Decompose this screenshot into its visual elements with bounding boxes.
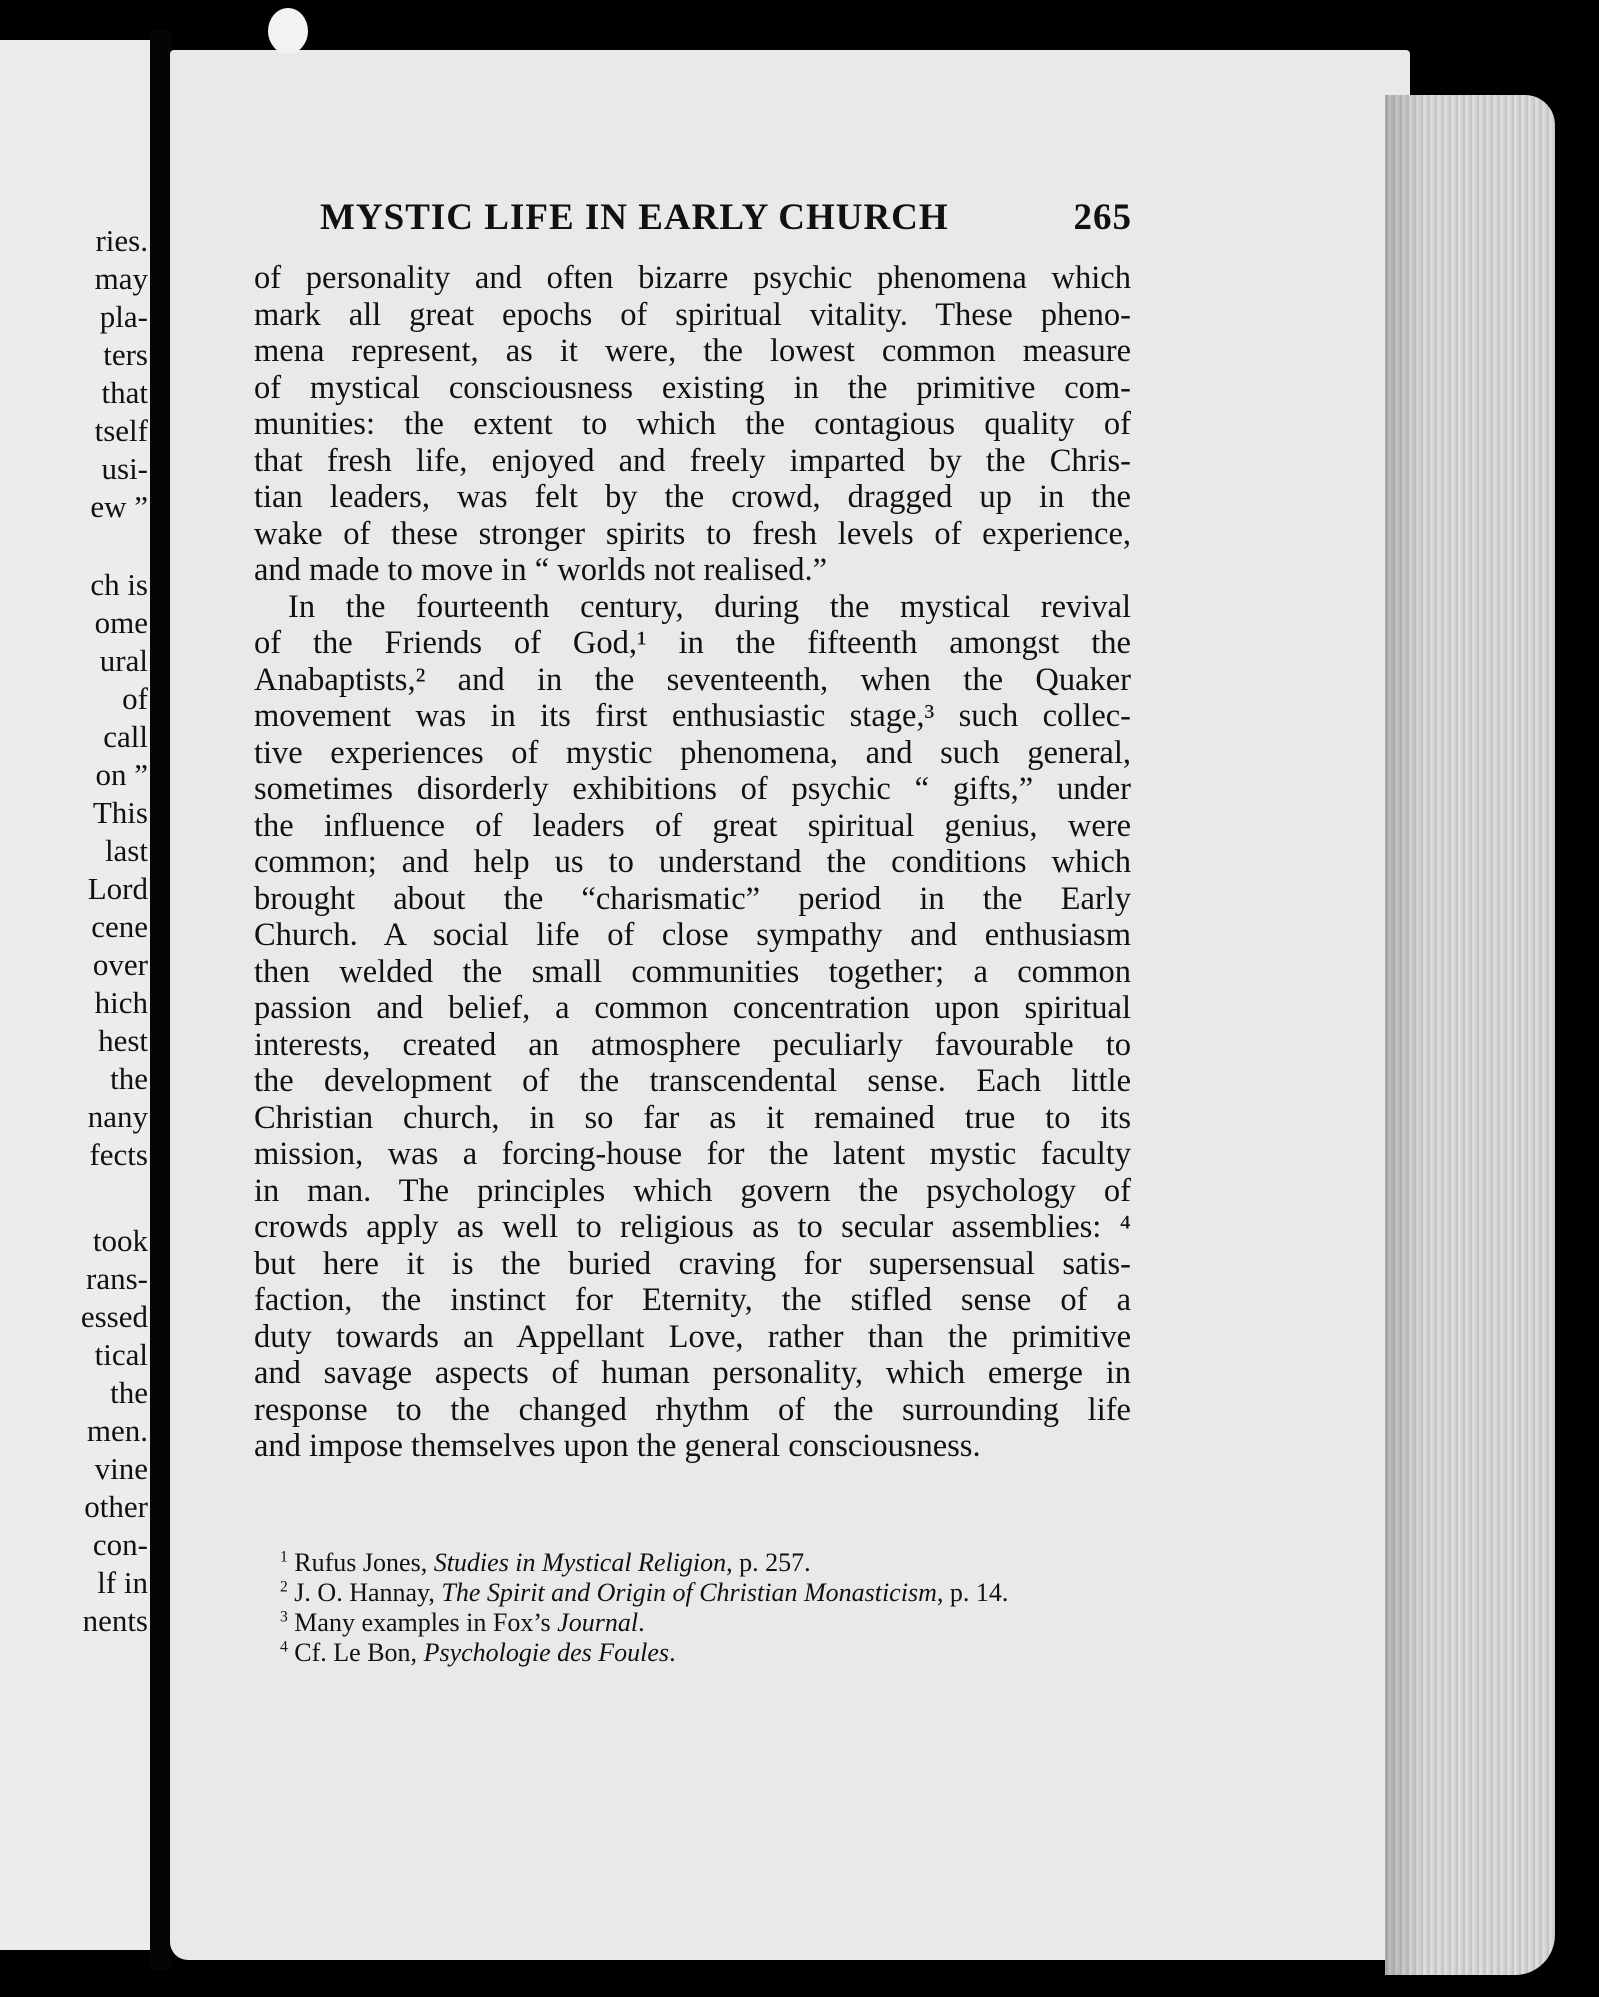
previous-page-line: cene xyxy=(91,909,148,944)
body-line: Anabaptists,² and in the seventeenth, when the Quaker xyxy=(254,661,1131,698)
body-line: the development of the transcendental sense. Each little xyxy=(254,1063,1131,1099)
footnote-author: Rufus Jones, xyxy=(294,1548,434,1577)
running-title: MYSTIC LIFE IN EARLY CHURCH xyxy=(320,197,949,238)
body-line: in man. The principles which govern the psychology of xyxy=(254,1172,1131,1209)
previous-page-line: that xyxy=(101,375,148,410)
previous-page-line: usi- xyxy=(101,451,148,486)
body-line: movement was in its first enthusiastic stage,³ such collec- xyxy=(254,698,1131,734)
footnote xyxy=(280,1578,1115,1608)
footnote-page: , p. 14. xyxy=(936,1578,1009,1607)
body-text xyxy=(254,260,1131,1465)
body-line: sometimes disorderly exhibitions of psychic “ gifts,” under xyxy=(254,771,1131,807)
body-line: brought about the “charismatic” period in the Early xyxy=(254,880,1131,917)
previous-page-line: nany xyxy=(87,1099,148,1134)
body-line: then welded the small communities together; a common xyxy=(254,953,1131,990)
paper-speck xyxy=(268,8,308,54)
footnote-page: , p. 257. xyxy=(726,1548,811,1577)
previous-page-line: the xyxy=(110,1061,148,1096)
body-line: In the fourteenth century, during the mystical revival xyxy=(288,588,1131,625)
footnote-mark: 1 xyxy=(280,1548,288,1566)
previous-page-line: of xyxy=(122,681,148,716)
footnote-page: . xyxy=(638,1608,645,1637)
body-line: tian leaders, was felt by the crowd, dragged up in the xyxy=(254,479,1131,515)
body-line: of personality and often bizarre psychic phenomena which xyxy=(254,260,1131,296)
previous-page-line: tself xyxy=(94,413,148,448)
body-line: mark all great epochs of spiritual vitality. These pheno- xyxy=(254,296,1131,333)
footnote-page: . xyxy=(669,1638,676,1667)
body-line: of the Friends of God,¹ in the fifteenth amongst the xyxy=(254,625,1131,661)
previous-page-line: con- xyxy=(92,1527,148,1562)
body-line: the influence of leaders of great spiritual genius, were xyxy=(254,807,1131,844)
previous-page-line: Lord xyxy=(87,871,148,906)
body-line: tive experiences of mystic phenomena, and such general, xyxy=(254,734,1131,771)
previous-page-line: ew ” xyxy=(90,489,148,524)
body-line: that fresh life, enjoyed and freely imparted by the Chris- xyxy=(254,442,1131,479)
previous-page-line: the xyxy=(110,1375,148,1410)
previous-page-line: nents xyxy=(82,1603,148,1638)
body-line: faction, the instinct for Eternity, the stifled sense of a xyxy=(254,1282,1131,1318)
previous-page-line: men. xyxy=(86,1413,148,1448)
footnote-title: The Spirit and Origin of Christian Monasticism xyxy=(441,1578,937,1607)
previous-page-line: This xyxy=(92,795,148,830)
previous-page-line: took xyxy=(92,1223,148,1258)
body-line: of mystical consciousness existing in the primitive com- xyxy=(254,369,1131,406)
running-header xyxy=(320,196,1132,239)
body-line: Church. A social life of close sympathy and enthusiasm xyxy=(254,917,1131,953)
body-line: and made to move in “ worlds not realised.” xyxy=(254,552,828,588)
previous-page-line: fects xyxy=(89,1137,148,1172)
previous-page-line: hich xyxy=(94,985,148,1020)
footnote-title: Psychologie des Foules xyxy=(423,1638,670,1667)
previous-page-line: ome xyxy=(94,605,148,640)
book-gutter xyxy=(150,30,172,1970)
body-line: crowds apply as well to religious as to secular assemblies: ⁴ xyxy=(254,1209,1131,1245)
previous-page-line: rans- xyxy=(86,1261,148,1296)
previous-page-line: essed xyxy=(80,1299,148,1334)
body-line: munities: the extent to which the contagious quality of xyxy=(254,406,1131,442)
footnote xyxy=(280,1638,1115,1668)
footnote-title: Journal xyxy=(557,1608,639,1637)
footnote-mark: 3 xyxy=(280,1608,288,1626)
previous-page-fragment xyxy=(0,40,158,1950)
body-line: wake of these stronger spirits to fresh levels of experience, xyxy=(254,515,1131,552)
footnote xyxy=(280,1548,1115,1578)
body-line: passion and belief, a common concentration upon spiritual xyxy=(254,990,1131,1026)
page-edge-shadow xyxy=(1385,95,1425,1975)
previous-page-line: hest xyxy=(98,1023,148,1058)
footnote-title: Studies in Mystical Religion xyxy=(433,1548,727,1577)
previous-page-line: last xyxy=(104,833,148,868)
previous-page-line: over xyxy=(92,947,148,982)
body-line: but here it is the buried craving for supersensual satis- xyxy=(254,1245,1131,1282)
body-line: duty towards an Appellant Love, rather than the primitive xyxy=(254,1318,1131,1355)
body-line: response to the changed rhythm of the surrounding life xyxy=(254,1391,1131,1428)
body-line: mission, was a forcing-house for the latent mystic faculty xyxy=(254,1136,1131,1172)
body-line: and savage aspects of human personality, which emerge in xyxy=(254,1355,1131,1391)
footnote-mark: 4 xyxy=(280,1638,288,1656)
body-line: Christian church, in so far as it remained true to its xyxy=(254,1099,1131,1136)
previous-page-line: other xyxy=(84,1489,148,1524)
body-line: common; and help us to understand the conditions which xyxy=(254,844,1131,880)
body-line: interests, created an atmosphere peculiarly favourable to xyxy=(254,1026,1131,1063)
previous-page-line: pla- xyxy=(99,299,148,334)
previous-page-line: lf in xyxy=(97,1565,148,1600)
footnotes xyxy=(280,1548,1115,1668)
footnote-author: J. O. Hannay, xyxy=(294,1578,442,1607)
footnote-author: Many examples in Fox’s xyxy=(294,1608,558,1637)
previous-page-line: on ” xyxy=(95,757,148,792)
previous-page-line: ries. xyxy=(95,223,148,258)
page-number: 265 xyxy=(1073,197,1132,238)
body-line: mena represent, as it were, the lowest common measure xyxy=(254,333,1131,369)
previous-page-line: may xyxy=(94,261,148,296)
previous-page-line: call xyxy=(103,719,148,754)
footnote-author: Cf. Le Bon, xyxy=(294,1638,424,1667)
previous-page-line: vine xyxy=(94,1451,148,1486)
previous-page-line: ural xyxy=(99,643,148,678)
previous-page-line: ch is xyxy=(90,567,148,602)
body-line: and impose themselves upon the general consciousness. xyxy=(254,1428,981,1464)
previous-page-line: ters xyxy=(103,337,148,372)
previous-page-line: tical xyxy=(94,1337,148,1372)
footnote-mark: 2 xyxy=(280,1578,288,1596)
footnote xyxy=(280,1608,1115,1638)
